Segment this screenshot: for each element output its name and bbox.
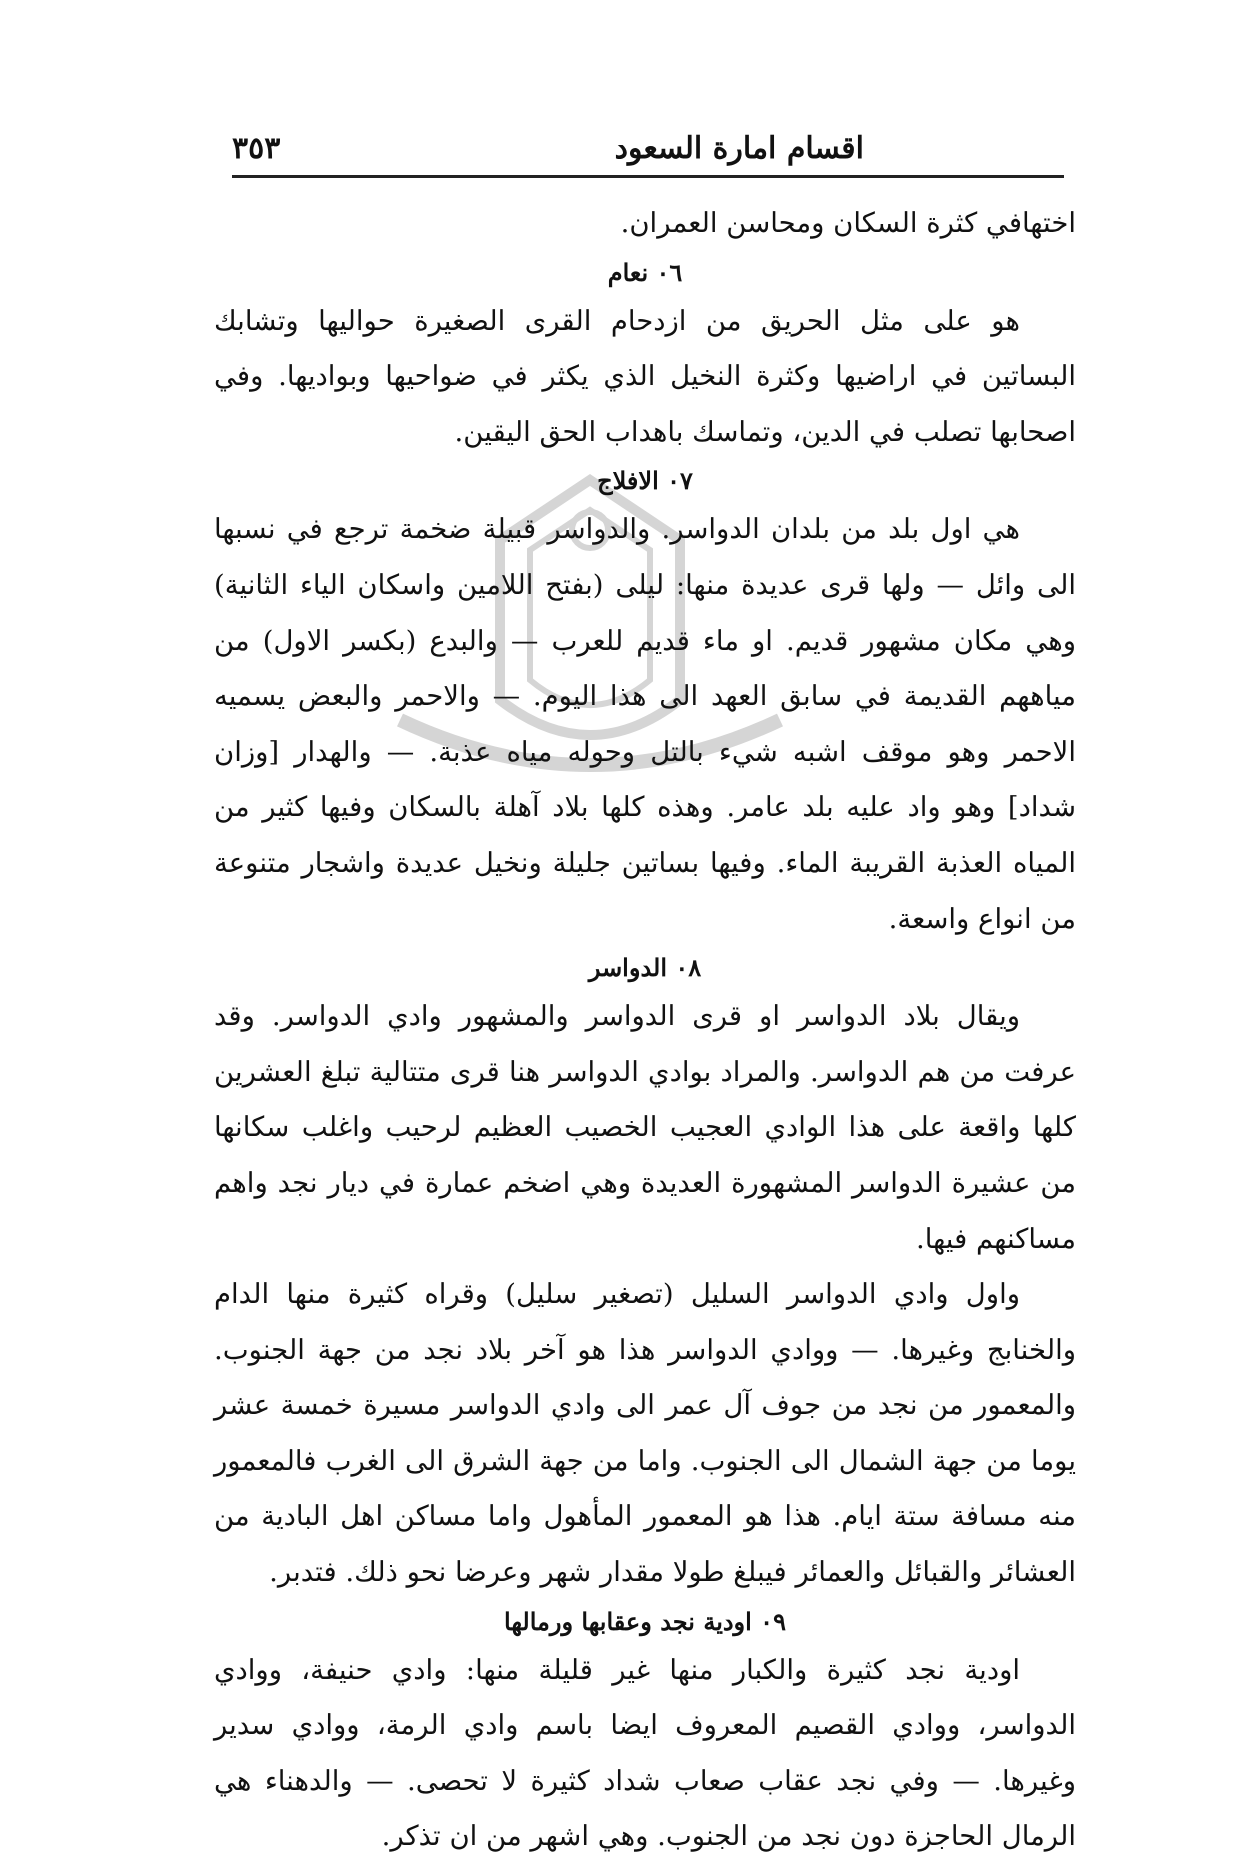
section-heading: ٠٩ اودية نجد وعقابها ورمالها <box>504 1606 786 1636</box>
body-paragraph: ويقال بلاد الدواسر او قرى الدواسر والمشهور وادي الدواسر. وقد عرفت من هم الدواسر. والمراد بوادي الدواسر هنا قرى متتالية تبلغ العشرين كلها واقعة على هذا الوادي العجيب الخصيب العظيم لرحيب واغلب سكانها من عشيرة الدواسر المشهورة العديدة وهي اضخم عمارة في ديار نجد واهم مساكنهم فيها. <box>214 1000 1076 1255</box>
body-paragraph: هي اول بلد من بلدان الدواسر. والدواسر قبيلة ضخمة ترجع في نسبها الى وائل — ولها قرى عديدة منها: ليلى (بفتح اللامين واسكان الياء الثانية) وهي مكان مشهور قديم. او ماء قديم للعرب — والبدع (بكسر الاول) من مياههم القديمة في سابق العهد الى هذا اليوم. — والاحمر والبعض يسميه الاحمر وهو موقف اشبه شيء بالتل وحوله مياه عذبة. — والهدار [وزان شداد] وهو واد عليه بلد عامر. وهذه كلها بلاد آهلة بالسكان وفيها كثير من المياه العذبة القريبة الماء. وفيها بساتين جليلة ونخيل عديدة واشجار متنوعة من انواع واسعة. <box>214 513 1076 935</box>
section-heading: ٠٦ نعام <box>607 257 683 287</box>
page-number: ٣٥٣ <box>232 130 281 166</box>
body-paragraph: اختهافي كثرة السكان ومحاسن العمران. <box>620 207 1076 239</box>
body-paragraph: اودية نجد كثيرة والكبار منها غير قليلة منها: وادي حنيفة، ووادي الدواسر، ووادي القصيم المعروف ايضا باسم وادي الرمة، ووادي سدير وغيرها. — وفي نجد عقاب صعاب شداد كثيرة لا تحصى. — والدهناء هي الرمال الحاجزة دون نجد من الجنوب. وهي اشهر من ان تذكر. <box>214 1653 1076 1853</box>
section-heading: ٠٧ الافلاج <box>597 466 693 496</box>
running-header <box>232 128 1064 168</box>
running-title: اقسام امارة السعود <box>614 130 864 166</box>
document-body <box>214 196 1076 1865</box>
section-heading: ٠٨ الدواسر <box>588 953 702 983</box>
body-paragraph: هو على مثل الحريق من ازدحام القرى الصغيرة حواليها وتشابك البساتين في اراضيها وكثرة النخيل الذي يكثر في ضواحيها وبواديها. وفي اصحابها تصلب في الدين، وتماسك باهداب الحق اليقين. <box>214 304 1076 448</box>
header-rule <box>232 175 1064 178</box>
body-paragraph: واول وادي الدواسر السليل (تصغير سليل) وقراه كثيرة منها الدام والخنابج وغيرها. — ووادي الدواسر هذا هو آخر بلاد نجد من جهة الجنوب. والمعمور من نجد من جوف آل عمر الى وادي الدواسر مسيرة خمسة عشر يوما من جهة الشمال الى الجنوب. واما من جهة الشرق الى الغرب فالمعمور منه مسافة ستة ايام. هذا هو المعمور المأهول واما مساكن اهل البادية من العشائر والقبائل والعمائر فيبلغ طولا مقدار شهر وعرضا نحو ذلك. فتدبر. <box>214 1278 1076 1589</box>
